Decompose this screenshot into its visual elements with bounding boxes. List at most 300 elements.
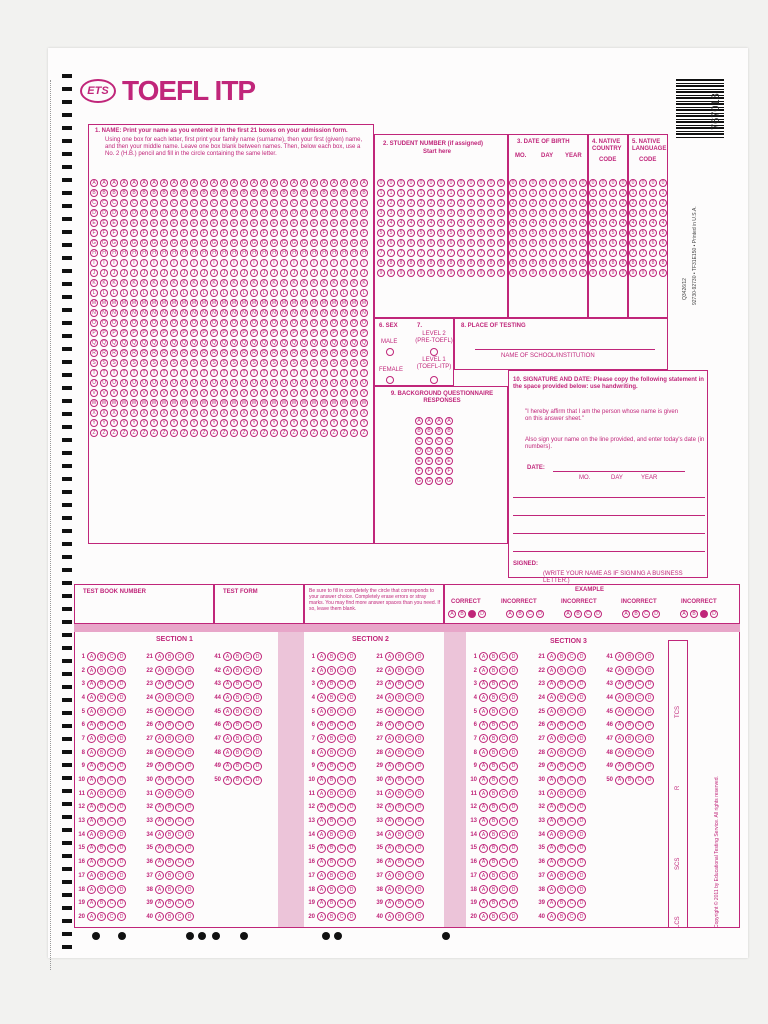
name-bubble[interactable]: B bbox=[290, 189, 298, 197]
name-bubble[interactable]: T bbox=[310, 369, 318, 377]
dob-bubble[interactable]: 5 bbox=[529, 229, 537, 237]
answer-bubble[interactable]: B bbox=[327, 817, 336, 826]
name-bubble[interactable]: B bbox=[180, 189, 188, 197]
name-bubble[interactable]: R bbox=[270, 349, 278, 357]
name-bubble[interactable]: C bbox=[190, 199, 198, 207]
name-bubble[interactable]: I bbox=[270, 259, 278, 267]
name-bubble[interactable]: C bbox=[110, 199, 118, 207]
answer-bubble[interactable]: C bbox=[337, 830, 346, 839]
code-bubble[interactable]: 7 bbox=[599, 249, 607, 257]
code-bubble[interactable]: 7 bbox=[629, 249, 637, 257]
student-number-bubble[interactable]: 6 bbox=[467, 239, 475, 247]
code-bubble[interactable]: 9 bbox=[619, 269, 627, 277]
name-bubble[interactable]: L bbox=[280, 289, 288, 297]
answer-bubble[interactable]: D bbox=[253, 693, 262, 702]
answer-bubble[interactable]: C bbox=[499, 707, 508, 716]
answer-bubble[interactable]: A bbox=[479, 652, 488, 661]
name-bubble[interactable]: V bbox=[200, 389, 208, 397]
answer-bubble[interactable]: D bbox=[117, 803, 126, 812]
answer-bubble[interactable]: C bbox=[337, 899, 346, 908]
name-bubble[interactable]: Z bbox=[150, 429, 158, 437]
answer-bubble[interactable]: C bbox=[405, 871, 414, 880]
name-bubble[interactable]: U bbox=[240, 379, 248, 387]
name-bubble[interactable]: I bbox=[290, 259, 298, 267]
name-bubble[interactable]: X bbox=[300, 409, 308, 417]
name-bubble[interactable]: F bbox=[350, 229, 358, 237]
answer-bubble[interactable]: D bbox=[509, 762, 518, 771]
answer-bubble[interactable]: C bbox=[337, 707, 346, 716]
answer-bubble[interactable]: D bbox=[185, 899, 194, 908]
answer-bubble[interactable]: D bbox=[185, 693, 194, 702]
dob-bubble[interactable]: 9 bbox=[559, 269, 567, 277]
answer-bubble[interactable]: C bbox=[405, 817, 414, 826]
student-number-bubble[interactable]: 8 bbox=[377, 259, 385, 267]
name-bubble[interactable]: F bbox=[250, 229, 258, 237]
name-bubble[interactable]: U bbox=[220, 379, 228, 387]
name-bubble[interactable]: U bbox=[120, 379, 128, 387]
answer-bubble[interactable]: B bbox=[97, 666, 106, 675]
answer-bubble[interactable]: B bbox=[97, 858, 106, 867]
name-bubble[interactable]: F bbox=[120, 229, 128, 237]
name-bubble[interactable]: W bbox=[111, 399, 117, 406]
answer-bubble[interactable]: A bbox=[223, 721, 232, 730]
name-bubble[interactable]: W bbox=[181, 399, 187, 406]
dob-bubble[interactable]: 9 bbox=[579, 269, 587, 277]
name-bubble[interactable]: Y bbox=[130, 419, 138, 427]
name-bubble[interactable]: S bbox=[280, 359, 288, 367]
name-bubble[interactable]: Z bbox=[360, 429, 368, 437]
name-bubble[interactable]: K bbox=[320, 279, 328, 287]
name-bubble[interactable]: M bbox=[241, 299, 247, 306]
student-number-bubble[interactable]: 3 bbox=[387, 209, 395, 217]
answer-bubble[interactable]: A bbox=[223, 693, 232, 702]
name-bubble[interactable]: U bbox=[190, 379, 198, 387]
name-bubble[interactable]: U bbox=[340, 379, 348, 387]
code-bubble[interactable]: 6 bbox=[619, 239, 627, 247]
code-bubble[interactable]: 5 bbox=[639, 229, 647, 237]
name-bubble[interactable]: Q bbox=[270, 339, 278, 347]
answer-bubble[interactable]: A bbox=[155, 734, 164, 743]
name-bubble[interactable]: Y bbox=[230, 419, 238, 427]
code-bubble[interactable]: 8 bbox=[639, 259, 647, 267]
answer-bubble[interactable]: D bbox=[415, 844, 424, 853]
answer-bubble[interactable]: A bbox=[87, 789, 96, 798]
name-bubble[interactable]: V bbox=[120, 389, 128, 397]
dob-bubble[interactable]: 8 bbox=[549, 259, 557, 267]
name-bubble[interactable]: K bbox=[260, 279, 268, 287]
answer-bubble[interactable]: A bbox=[385, 844, 394, 853]
answer-bubble[interactable]: B bbox=[233, 680, 242, 689]
answer-bubble[interactable]: C bbox=[107, 762, 116, 771]
student-number-bubble[interactable]: 0 bbox=[417, 179, 425, 187]
name-bubble[interactable]: V bbox=[190, 389, 198, 397]
name-bubble[interactable]: Q bbox=[150, 339, 158, 347]
name-bubble[interactable]: E bbox=[140, 219, 148, 227]
answer-bubble[interactable]: B bbox=[97, 734, 106, 743]
answer-bubble[interactable]: C bbox=[567, 680, 576, 689]
student-number-bubble[interactable]: 4 bbox=[447, 219, 455, 227]
answer-bubble[interactable]: D bbox=[509, 858, 518, 867]
answer-bubble[interactable]: D bbox=[117, 762, 126, 771]
name-bubble[interactable]: T bbox=[110, 369, 118, 377]
answer-bubble[interactable]: D bbox=[645, 666, 654, 675]
answer-bubble[interactable]: B bbox=[327, 858, 336, 867]
answer-bubble[interactable]: B bbox=[233, 707, 242, 716]
name-bubble[interactable]: R bbox=[190, 349, 198, 357]
answer-bubble[interactable]: A bbox=[317, 734, 326, 743]
name-bubble[interactable]: E bbox=[90, 219, 98, 227]
name-bubble[interactable]: H bbox=[200, 249, 208, 257]
answer-bubble[interactable]: B bbox=[625, 652, 634, 661]
answer-bubble[interactable]: D bbox=[117, 912, 126, 921]
dob-bubble[interactable]: 0 bbox=[529, 179, 537, 187]
name-bubble[interactable]: V bbox=[90, 389, 98, 397]
name-bubble[interactable]: P bbox=[250, 329, 258, 337]
name-bubble[interactable]: M bbox=[271, 299, 277, 306]
name-bubble[interactable]: N bbox=[130, 309, 138, 317]
name-bubble[interactable]: O bbox=[220, 319, 228, 327]
level1-bubble[interactable] bbox=[430, 376, 438, 384]
answer-bubble[interactable]: B bbox=[327, 871, 336, 880]
name-bubble[interactable]: L bbox=[200, 289, 208, 297]
student-number-bubble[interactable]: 4 bbox=[457, 219, 465, 227]
name-bubble[interactable]: Q bbox=[310, 339, 318, 347]
name-bubble[interactable]: K bbox=[100, 279, 108, 287]
answer-bubble[interactable]: A bbox=[547, 899, 556, 908]
name-bubble[interactable]: P bbox=[350, 329, 358, 337]
answer-bubble[interactable]: D bbox=[509, 899, 518, 908]
answer-bubble[interactable]: B bbox=[327, 912, 336, 921]
name-bubble[interactable]: W bbox=[121, 399, 127, 406]
name-bubble[interactable]: I bbox=[140, 259, 148, 267]
name-bubble[interactable]: A bbox=[120, 179, 128, 187]
name-bubble[interactable]: P bbox=[110, 329, 118, 337]
answer-bubble[interactable]: B bbox=[395, 899, 404, 908]
name-bubble[interactable]: D bbox=[170, 209, 178, 217]
answer-bubble[interactable]: A bbox=[547, 734, 556, 743]
name-bubble[interactable]: R bbox=[250, 349, 258, 357]
name-bubble[interactable]: G bbox=[190, 239, 198, 247]
name-bubble[interactable]: S bbox=[110, 359, 118, 367]
answer-bubble[interactable]: C bbox=[635, 680, 644, 689]
name-bubble[interactable]: B bbox=[140, 189, 148, 197]
name-bubble[interactable]: I bbox=[350, 259, 358, 267]
name-bubble[interactable]: C bbox=[300, 199, 308, 207]
answer-bubble[interactable]: D bbox=[645, 734, 654, 743]
name-bubble[interactable]: A bbox=[340, 179, 348, 187]
name-bubble[interactable]: P bbox=[90, 329, 98, 337]
name-bubble[interactable]: Q bbox=[350, 339, 358, 347]
answer-bubble[interactable]: A bbox=[479, 721, 488, 730]
code-bubble[interactable]: 3 bbox=[609, 209, 617, 217]
dob-bubble[interactable]: 9 bbox=[539, 269, 547, 277]
answer-bubble[interactable]: A bbox=[385, 803, 394, 812]
name-bubble[interactable]: P bbox=[260, 329, 268, 337]
answer-bubble[interactable]: C bbox=[107, 734, 116, 743]
answer-bubble[interactable]: B bbox=[327, 721, 336, 730]
name-bubble[interactable]: I bbox=[200, 259, 208, 267]
answer-bubble[interactable]: B bbox=[625, 707, 634, 716]
answer-bubble[interactable]: D bbox=[185, 776, 194, 785]
name-bubble[interactable]: J bbox=[210, 269, 218, 277]
name-bubble[interactable]: Z bbox=[310, 429, 318, 437]
background-bubble[interactable]: D bbox=[425, 447, 433, 455]
answer-bubble[interactable]: B bbox=[557, 652, 566, 661]
student-number-bubble[interactable]: 6 bbox=[497, 239, 505, 247]
answer-bubble[interactable]: B bbox=[489, 817, 498, 826]
answer-bubble[interactable]: C bbox=[107, 666, 116, 675]
student-number-bubble[interactable]: 8 bbox=[427, 259, 435, 267]
name-bubble[interactable]: H bbox=[100, 249, 108, 257]
answer-bubble[interactable]: D bbox=[347, 817, 356, 826]
student-number-bubble[interactable]: 7 bbox=[377, 249, 385, 257]
answer-bubble[interactable]: D bbox=[645, 707, 654, 716]
code-bubble[interactable]: 4 bbox=[629, 219, 637, 227]
name-bubble[interactable]: G bbox=[260, 239, 268, 247]
name-bubble[interactable]: F bbox=[90, 229, 98, 237]
answer-bubble[interactable]: D bbox=[509, 817, 518, 826]
name-bubble[interactable]: L bbox=[300, 289, 308, 297]
dob-bubble[interactable]: 8 bbox=[509, 259, 517, 267]
dob-bubble[interactable]: 2 bbox=[539, 199, 547, 207]
name-bubble[interactable]: V bbox=[220, 389, 228, 397]
answer-bubble[interactable]: A bbox=[317, 762, 326, 771]
background-bubble[interactable]: G bbox=[425, 477, 433, 485]
answer-bubble[interactable]: A bbox=[479, 830, 488, 839]
name-bubble[interactable]: E bbox=[330, 219, 338, 227]
student-number-bubble[interactable]: 1 bbox=[377, 189, 385, 197]
name-bubble[interactable]: P bbox=[290, 329, 298, 337]
name-bubble[interactable]: Y bbox=[360, 419, 368, 427]
name-bubble[interactable]: Q bbox=[170, 339, 178, 347]
student-number-bubble[interactable]: 5 bbox=[417, 229, 425, 237]
answer-bubble[interactable]: A bbox=[385, 912, 394, 921]
name-bubble[interactable]: W bbox=[241, 399, 247, 406]
name-bubble[interactable]: I bbox=[320, 259, 328, 267]
name-bubble[interactable]: I bbox=[210, 259, 218, 267]
name-bubble[interactable]: Y bbox=[210, 419, 218, 427]
name-bubble[interactable]: G bbox=[180, 239, 188, 247]
code-bubble[interactable]: 4 bbox=[619, 219, 627, 227]
answer-bubble[interactable]: D bbox=[415, 817, 424, 826]
name-bubble[interactable]: W bbox=[191, 399, 197, 406]
name-bubble[interactable]: T bbox=[160, 369, 168, 377]
answer-bubble[interactable]: B bbox=[395, 858, 404, 867]
answer-bubble[interactable]: B bbox=[327, 693, 336, 702]
section3-col1[interactable] bbox=[466, 650, 519, 924]
name-bubble[interactable]: G bbox=[310, 239, 318, 247]
answer-bubble[interactable]: A bbox=[547, 830, 556, 839]
name-bubble[interactable]: I bbox=[130, 259, 138, 267]
code-bubble[interactable]: 0 bbox=[599, 179, 607, 187]
name-bubble[interactable]: Y bbox=[280, 419, 288, 427]
student-number-bubble[interactable]: 8 bbox=[447, 259, 455, 267]
answer-bubble[interactable]: A bbox=[547, 817, 556, 826]
student-number-bubble[interactable]: 8 bbox=[437, 259, 445, 267]
name-bubble[interactable]: X bbox=[170, 409, 178, 417]
name-bubble[interactable]: R bbox=[100, 349, 108, 357]
code-bubble[interactable]: 7 bbox=[639, 249, 647, 257]
student-number-bubble[interactable]: 1 bbox=[427, 189, 435, 197]
name-bubble[interactable]: F bbox=[140, 229, 148, 237]
name-bubble[interactable]: I bbox=[170, 259, 178, 267]
answer-bubble[interactable]: C bbox=[405, 899, 414, 908]
answer-bubble[interactable]: A bbox=[317, 803, 326, 812]
name-bubble[interactable]: N bbox=[200, 309, 208, 317]
dob-bubble[interactable]: 0 bbox=[539, 179, 547, 187]
name-bubble[interactable]: C bbox=[270, 199, 278, 207]
name-bubble[interactable]: M bbox=[341, 299, 347, 306]
answer-bubble[interactable]: D bbox=[253, 721, 262, 730]
student-number-bubble[interactable]: 5 bbox=[407, 229, 415, 237]
name-bubble[interactable]: T bbox=[230, 369, 238, 377]
name-bubble[interactable]: K bbox=[350, 279, 358, 287]
code-bubble[interactable]: 8 bbox=[609, 259, 617, 267]
background-bubble[interactable]: B bbox=[425, 427, 433, 435]
name-bubble[interactable]: G bbox=[340, 239, 348, 247]
name-bubble[interactable]: D bbox=[240, 209, 248, 217]
dob-bubble[interactable]: 8 bbox=[569, 259, 577, 267]
answer-bubble[interactable]: C bbox=[107, 844, 116, 853]
name-bubble[interactable]: Q bbox=[330, 339, 338, 347]
answer-bubble[interactable]: C bbox=[243, 776, 252, 785]
name-bubble[interactable]: G bbox=[120, 239, 128, 247]
section3-col2[interactable] bbox=[534, 650, 587, 924]
name-bubble[interactable]: Z bbox=[130, 429, 138, 437]
name-bubble[interactable]: A bbox=[230, 179, 238, 187]
name-bubble[interactable]: N bbox=[170, 309, 178, 317]
student-number-bubble[interactable]: 3 bbox=[477, 209, 485, 217]
name-bubble[interactable]: S bbox=[100, 359, 108, 367]
name-bubble[interactable]: B bbox=[360, 189, 368, 197]
code-bubble[interactable]: 1 bbox=[629, 189, 637, 197]
answer-bubble[interactable]: B bbox=[165, 817, 174, 826]
name-bubble[interactable]: E bbox=[150, 219, 158, 227]
name-bubble[interactable]: H bbox=[290, 249, 298, 257]
name-bubble[interactable]: P bbox=[130, 329, 138, 337]
name-bubble[interactable]: G bbox=[210, 239, 218, 247]
name-bubble[interactable]: G bbox=[90, 239, 98, 247]
answer-bubble[interactable]: D bbox=[509, 803, 518, 812]
name-bubble[interactable]: I bbox=[150, 259, 158, 267]
name-bubble[interactable]: L bbox=[270, 289, 278, 297]
code-bubble[interactable]: 2 bbox=[609, 199, 617, 207]
name-bubble[interactable]: R bbox=[330, 349, 338, 357]
answer-bubble[interactable]: B bbox=[165, 803, 174, 812]
answer-bubble[interactable]: C bbox=[567, 776, 576, 785]
name-bubble[interactable]: W bbox=[201, 399, 207, 406]
name-bubble[interactable]: F bbox=[210, 229, 218, 237]
name-bubble[interactable]: Z bbox=[280, 429, 288, 437]
name-bubble[interactable]: C bbox=[140, 199, 148, 207]
name-bubble[interactable]: V bbox=[310, 389, 318, 397]
answer-bubble[interactable]: C bbox=[567, 666, 576, 675]
name-bubble[interactable]: J bbox=[300, 269, 308, 277]
answer-bubble[interactable]: C bbox=[337, 817, 346, 826]
name-bubble[interactable]: L bbox=[340, 289, 348, 297]
name-bubble[interactable]: E bbox=[290, 219, 298, 227]
answer-bubble[interactable]: C bbox=[405, 830, 414, 839]
answer-bubble[interactable]: A bbox=[223, 748, 232, 757]
student-number-bubble[interactable]: 8 bbox=[417, 259, 425, 267]
name-bubble[interactable]: Q bbox=[200, 339, 208, 347]
answer-bubble[interactable]: A bbox=[479, 707, 488, 716]
code-bubble[interactable]: 5 bbox=[659, 229, 667, 237]
name-bubble[interactable]: H bbox=[140, 249, 148, 257]
answer-bubble[interactable]: C bbox=[243, 748, 252, 757]
dob-bubble[interactable]: 9 bbox=[509, 269, 517, 277]
answer-bubble[interactable]: B bbox=[395, 693, 404, 702]
name-bubble[interactable]: N bbox=[190, 309, 198, 317]
name-bubble[interactable]: L bbox=[250, 289, 258, 297]
answer-bubble[interactable]: B bbox=[489, 721, 498, 730]
name-bubble[interactable]: S bbox=[350, 359, 358, 367]
student-number-bubble[interactable]: 3 bbox=[467, 209, 475, 217]
dob-bubble[interactable]: 2 bbox=[559, 199, 567, 207]
answer-bubble[interactable]: C bbox=[175, 748, 184, 757]
answer-bubble[interactable]: C bbox=[243, 762, 252, 771]
answer-bubble[interactable]: C bbox=[175, 871, 184, 880]
answer-bubble[interactable]: B bbox=[165, 748, 174, 757]
name-bubble[interactable]: Z bbox=[210, 429, 218, 437]
name-bubble[interactable]: D bbox=[360, 209, 368, 217]
answer-bubble[interactable]: D bbox=[185, 748, 194, 757]
student-number-bubble[interactable]: 3 bbox=[377, 209, 385, 217]
name-bubble[interactable]: B bbox=[90, 189, 98, 197]
answer-bubble[interactable]: A bbox=[385, 817, 394, 826]
name-bubble[interactable]: L bbox=[140, 289, 148, 297]
name-bubble[interactable]: V bbox=[150, 389, 158, 397]
name-bubble[interactable]: X bbox=[290, 409, 298, 417]
answer-bubble[interactable]: C bbox=[107, 776, 116, 785]
student-number-bubble[interactable]: 2 bbox=[487, 199, 495, 207]
code-bubble[interactable]: 1 bbox=[659, 189, 667, 197]
name-bubble[interactable]: V bbox=[180, 389, 188, 397]
answer-bubble[interactable]: B bbox=[327, 748, 336, 757]
name-bubble[interactable]: B bbox=[270, 189, 278, 197]
answer-bubble[interactable]: B bbox=[97, 803, 106, 812]
answer-bubble[interactable]: B bbox=[395, 871, 404, 880]
name-bubble[interactable]: D bbox=[100, 209, 108, 217]
answer-bubble[interactable]: C bbox=[337, 748, 346, 757]
name-bubble[interactable]: F bbox=[160, 229, 168, 237]
name-bubble[interactable]: H bbox=[210, 249, 218, 257]
student-number-bubble[interactable]: 7 bbox=[497, 249, 505, 257]
answer-bubble[interactable]: A bbox=[547, 803, 556, 812]
name-bubble[interactable]: T bbox=[240, 369, 248, 377]
answer-bubble[interactable]: D bbox=[347, 776, 356, 785]
answer-bubble[interactable]: C bbox=[175, 885, 184, 894]
name-bubble[interactable]: R bbox=[240, 349, 248, 357]
answer-bubble[interactable]: A bbox=[87, 844, 96, 853]
name-bubble[interactable]: E bbox=[280, 219, 288, 227]
answer-bubble[interactable]: D bbox=[577, 721, 586, 730]
student-number-bubble[interactable]: 5 bbox=[457, 229, 465, 237]
answer-bubble[interactable]: D bbox=[347, 680, 356, 689]
name-bubble[interactable]: I bbox=[90, 259, 98, 267]
name-bubble[interactable]: L bbox=[330, 289, 338, 297]
name-bubble[interactable]: A bbox=[170, 179, 178, 187]
answer-bubble[interactable]: B bbox=[233, 693, 242, 702]
dob-bubble[interactable]: 9 bbox=[549, 269, 557, 277]
answer-bubble[interactable]: B bbox=[557, 885, 566, 894]
name-bubble[interactable]: T bbox=[170, 369, 178, 377]
answer-bubble[interactable]: A bbox=[317, 789, 326, 798]
student-number-bubble[interactable]: 5 bbox=[387, 229, 395, 237]
name-bubble[interactable]: Q bbox=[210, 339, 218, 347]
name-bubble[interactable]: T bbox=[90, 369, 98, 377]
name-bubble[interactable]: J bbox=[260, 269, 268, 277]
